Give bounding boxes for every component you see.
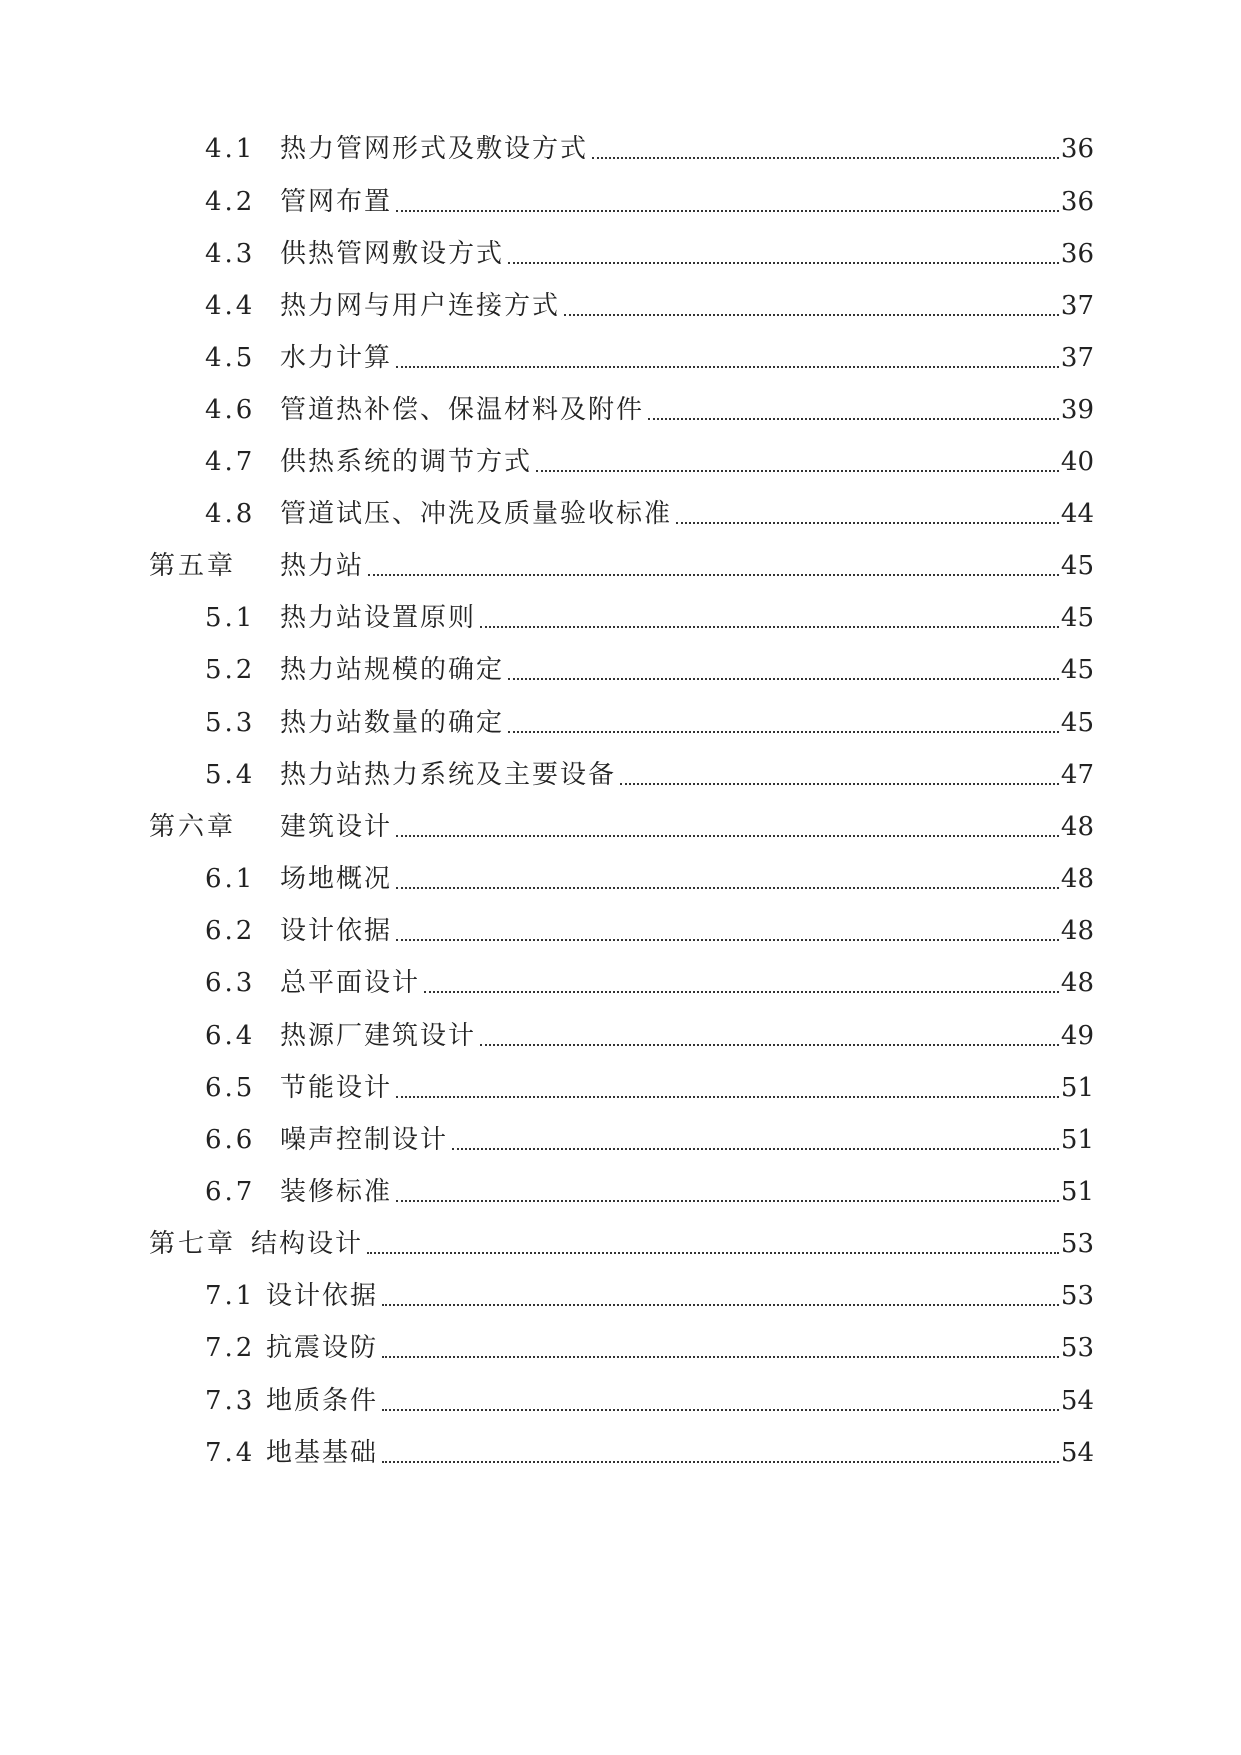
toc-section-title: 抗震设防 [266, 1333, 379, 1363]
toc-page-number: 48 [1060, 812, 1094, 842]
dot-leader [368, 574, 1059, 576]
toc-chapter-number: 第五章 [149, 551, 237, 581]
dot-leader [382, 1409, 1059, 1411]
toc-chapter-5[interactable] [0, 546, 1241, 586]
toc-page-number: 36 [1060, 239, 1094, 269]
dot-leader [382, 1356, 1059, 1358]
toc-entry-7-3[interactable] [0, 1381, 1241, 1421]
toc-section-number: 4.3 [205, 239, 256, 269]
toc-section-title: 水力计算 [280, 343, 393, 373]
toc-section-title: 热力站规模的确定 [280, 655, 505, 685]
toc-section-title: 供热管网敷设方式 [280, 239, 505, 269]
toc-page-number: 53 [1060, 1281, 1094, 1311]
toc-entry-4-7[interactable] [0, 442, 1241, 482]
toc-page-number: 47 [1060, 760, 1094, 790]
toc-entry-6-1[interactable] [0, 859, 1241, 899]
toc-page-number: 49 [1060, 1021, 1094, 1051]
toc-section-title: 设计依据 [280, 916, 393, 946]
toc-page-number: 37 [1060, 291, 1094, 321]
toc-entry-6-2[interactable] [0, 911, 1241, 951]
toc-entry-7-2[interactable] [0, 1328, 1241, 1368]
dot-leader [452, 1148, 1059, 1150]
toc-section-number: 4.2 [205, 187, 256, 217]
toc-section-number: 5.2 [205, 655, 256, 685]
toc-section-number: 6.1 [205, 864, 256, 894]
toc-section-title: 总平面设计 [280, 968, 421, 998]
toc-page-number: 36 [1060, 187, 1094, 217]
toc-page-number: 45 [1060, 708, 1094, 738]
dot-leader [396, 1096, 1059, 1098]
toc-entry-4-4[interactable] [0, 286, 1241, 326]
toc-section-title: 装修标准 [280, 1177, 393, 1207]
toc-entry-7-4[interactable] [0, 1433, 1241, 1473]
toc-section-number: 4.5 [205, 343, 256, 373]
toc-section-number: 4.4 [205, 291, 256, 321]
dot-leader [396, 366, 1059, 368]
toc-section-title: 节能设计 [280, 1073, 393, 1103]
toc-chapter-title: 热力站 [280, 551, 365, 581]
toc-page-number: 51 [1060, 1177, 1094, 1207]
toc-page-number: 40 [1060, 447, 1094, 477]
toc-page-number: 54 [1060, 1438, 1094, 1468]
dot-leader [367, 1252, 1059, 1254]
toc-section-title: 管道热补偿、保温材料及附件 [280, 395, 645, 425]
dot-leader [382, 1304, 1059, 1306]
toc-chapter-title: 建筑设计 [280, 812, 393, 842]
toc-section-number: 7.4 [205, 1438, 256, 1468]
dot-leader [508, 262, 1059, 264]
toc-entry-7-1[interactable] [0, 1276, 1241, 1316]
toc-entry-5-3[interactable] [0, 703, 1241, 743]
dot-leader [648, 418, 1059, 420]
toc-page-number: 53 [1060, 1229, 1094, 1259]
toc-section-title: 热力管网形式及敷设方式 [280, 134, 589, 164]
dot-leader [480, 1044, 1059, 1046]
toc-section-title: 管道试压、冲洗及质量验收标准 [280, 499, 673, 529]
toc-page-number: 36 [1060, 134, 1094, 164]
dot-leader [564, 314, 1059, 316]
toc-section-number: 7.3 [205, 1386, 256, 1416]
toc-section-number: 6.7 [205, 1177, 256, 1207]
toc-section-number: 6.6 [205, 1125, 256, 1155]
toc-page-number: 51 [1060, 1073, 1094, 1103]
toc-entry-4-3[interactable] [0, 234, 1241, 274]
toc-entry-6-6[interactable] [0, 1120, 1241, 1160]
toc-page-number: 48 [1060, 968, 1094, 998]
toc-page-number: 48 [1060, 864, 1094, 894]
toc-page-number: 54 [1060, 1386, 1094, 1416]
toc-chapter-number: 第七章 [149, 1229, 237, 1259]
dot-leader [508, 731, 1059, 733]
dot-leader [396, 939, 1059, 941]
toc-section-title: 地基基础 [266, 1438, 379, 1468]
dot-leader [536, 470, 1059, 472]
toc-section-title: 场地概况 [280, 864, 393, 894]
toc-section-title: 热力站热力系统及主要设备 [280, 760, 617, 790]
toc-page-number: 51 [1060, 1125, 1094, 1155]
toc-entry-4-8[interactable] [0, 494, 1241, 534]
toc-section-title: 地质条件 [266, 1386, 379, 1416]
toc-page-number: 48 [1060, 916, 1094, 946]
toc-section-title: 热力站设置原则 [280, 603, 477, 633]
toc-section-number: 4.8 [205, 499, 256, 529]
toc-chapter-number: 第六章 [149, 812, 237, 842]
toc-section-number: 6.5 [205, 1073, 256, 1103]
toc-section-number: 6.4 [205, 1021, 256, 1051]
toc-section-title: 热源厂建筑设计 [280, 1021, 477, 1051]
toc-entry-6-3[interactable] [0, 963, 1241, 1003]
dot-leader [396, 835, 1059, 837]
dot-leader [508, 678, 1059, 680]
toc-section-number: 6.3 [205, 968, 256, 998]
toc-page-number: 45 [1060, 551, 1094, 581]
toc-entry-4-1[interactable] [0, 129, 1241, 169]
toc-section-number: 7.1 [205, 1281, 256, 1311]
toc-section-number: 5.1 [205, 603, 256, 633]
toc-section-title: 管网布置 [280, 187, 393, 217]
toc-entry-4-5[interactable] [0, 338, 1241, 378]
toc-entry-6-7[interactable] [0, 1172, 1241, 1212]
toc-entry-6-5[interactable] [0, 1068, 1241, 1108]
toc-page-number: 37 [1060, 343, 1094, 373]
toc-section-number: 5.4 [205, 760, 256, 790]
toc-entry-6-4[interactable] [0, 1016, 1241, 1056]
toc-entry-4-6[interactable] [0, 390, 1241, 430]
toc-chapter-title: 结构设计 [251, 1229, 364, 1259]
dot-leader [676, 522, 1059, 524]
toc-section-title: 热力网与用户连接方式 [280, 291, 561, 321]
toc-page-number: 45 [1060, 603, 1094, 633]
toc-page-number: 45 [1060, 655, 1094, 685]
toc-section-number: 6.2 [205, 916, 256, 946]
toc-entry-5-2[interactable] [0, 650, 1241, 690]
dot-leader [396, 1200, 1059, 1202]
toc-section-title: 热力站数量的确定 [280, 708, 505, 738]
toc-section-number: 5.3 [205, 708, 256, 738]
toc-chapter-7[interactable] [0, 1224, 1241, 1264]
toc-section-number: 4.1 [205, 134, 256, 164]
dot-leader [382, 1461, 1059, 1463]
toc-page-number: 53 [1060, 1333, 1094, 1363]
toc-section-number: 4.7 [205, 447, 256, 477]
toc-entry-5-4[interactable] [0, 755, 1241, 795]
toc-entry-5-1[interactable] [0, 598, 1241, 638]
toc-page-number: 44 [1060, 499, 1094, 529]
toc-entry-4-2[interactable] [0, 182, 1241, 222]
dot-leader [480, 626, 1059, 628]
toc-section-number: 4.6 [205, 395, 256, 425]
toc-chapter-6[interactable] [0, 807, 1241, 847]
toc-section-title: 噪声控制设计 [280, 1125, 449, 1155]
dot-leader [396, 887, 1059, 889]
toc-section-number: 7.2 [205, 1333, 256, 1363]
dot-leader [592, 157, 1059, 159]
dot-leader [620, 783, 1059, 785]
dot-leader [424, 991, 1059, 993]
toc-section-title: 供热系统的调节方式 [280, 447, 533, 477]
dot-leader [396, 210, 1059, 212]
toc-section-title: 设计依据 [266, 1281, 379, 1311]
toc-page-number: 39 [1060, 395, 1094, 425]
